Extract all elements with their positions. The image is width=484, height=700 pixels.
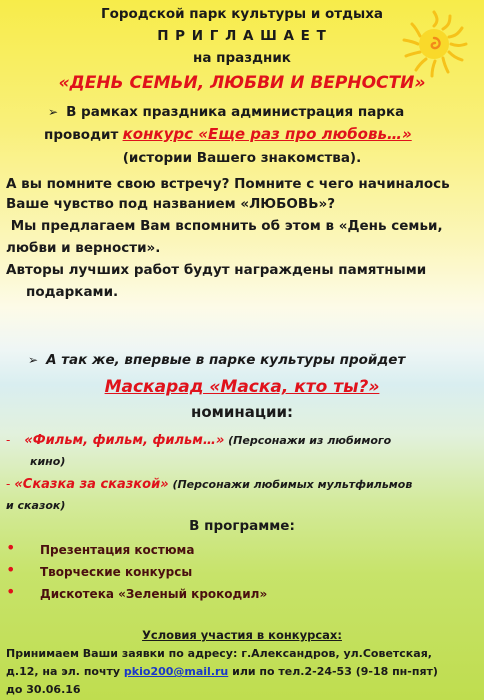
contest-line2 — [44, 126, 412, 144]
dash-bullet: - — [6, 477, 11, 491]
paragraph-line: Ваше чувство под названием «ЛЮБОВЬ»? — [6, 196, 336, 212]
nomination-name: «Фильм, фильм, фильм…» — [24, 433, 225, 448]
conditions-line2 — [6, 664, 438, 679]
masquerade-intro — [28, 352, 405, 369]
dash-bullet: - — [6, 433, 11, 447]
nomination-name: «Сказка за сказкой» — [14, 477, 169, 492]
nominations-label: номинации: — [190, 403, 294, 421]
nomination-desc2: кино) — [30, 455, 66, 468]
email-link[interactable]: pkio200@mail.ru — [123, 665, 229, 678]
conditions-deadline: до 30.06.16 — [6, 683, 81, 696]
conditions-title: Условия участия в конкурсах: — [142, 628, 342, 642]
arrow-bullet-icon: ➢ — [48, 105, 59, 119]
paragraph-line: подарками. — [26, 284, 119, 300]
contest-name: конкурс «Еще раз про любовь…» — [122, 125, 412, 143]
conditions-line2-a: д.12, на эл. почту — [6, 665, 121, 678]
paragraph-line: Мы предлагаем Вам вспомнить об этом в «День семьи, — [6, 218, 443, 234]
paragraph-line: А вы помните свою встречу? Помните с чего начиналось — [6, 176, 450, 192]
program-item: Дискотека «Зеленый крокодил» — [40, 587, 268, 601]
header-line3: на праздник — [193, 50, 291, 66]
bullet-icon: • — [6, 538, 16, 557]
contest-text1: В рамках праздника администрация парка — [66, 104, 405, 120]
program-item: Презентация костюма — [40, 543, 195, 557]
program-item: Творческие конкурсы — [40, 565, 193, 579]
masquerade-title: Маскарад «Маска, кто ты?» — [104, 377, 380, 397]
program-label: В программе: — [189, 518, 295, 534]
masquerade-intro-text: А так же, впервые в парке культуры пройдет — [46, 352, 406, 368]
contest-line1 — [48, 104, 404, 121]
bullet-icon: • — [6, 582, 16, 601]
nomination-item — [6, 432, 391, 449]
event-title: «ДЕНЬ СЕМЬИ, ЛЮБВИ И ВЕРНОСТИ» — [58, 73, 426, 93]
paragraph-line: любви и верности». — [6, 240, 161, 256]
conditions-line1: Принимаем Ваши заявки по адресу: г.Александров, ул.Советская, — [6, 647, 432, 660]
arrow-bullet-icon: ➢ — [28, 353, 39, 367]
nomination-desc: (Персонажи любимых мультфильмов — [172, 478, 413, 491]
nomination-item — [6, 476, 412, 493]
nomination-desc2: и сказок) — [6, 499, 66, 512]
paragraph-line: Авторы лучших работ будут награждены памятными — [6, 262, 427, 278]
contest-sub: (истории Вашего знакомства). — [122, 150, 362, 166]
bullet-icon: • — [6, 560, 16, 579]
header-invites: П Р И Г Л А Ш А Е Т — [157, 28, 327, 44]
header-line1: Городской парк культуры и отдыха — [100, 6, 384, 22]
conditions-line2-b: или по тел.2-24-53 (9-18 пн-пят) — [232, 665, 438, 678]
contest-text2: проводит — [44, 127, 119, 143]
nomination-desc: (Персонажи из любимого — [228, 434, 392, 447]
